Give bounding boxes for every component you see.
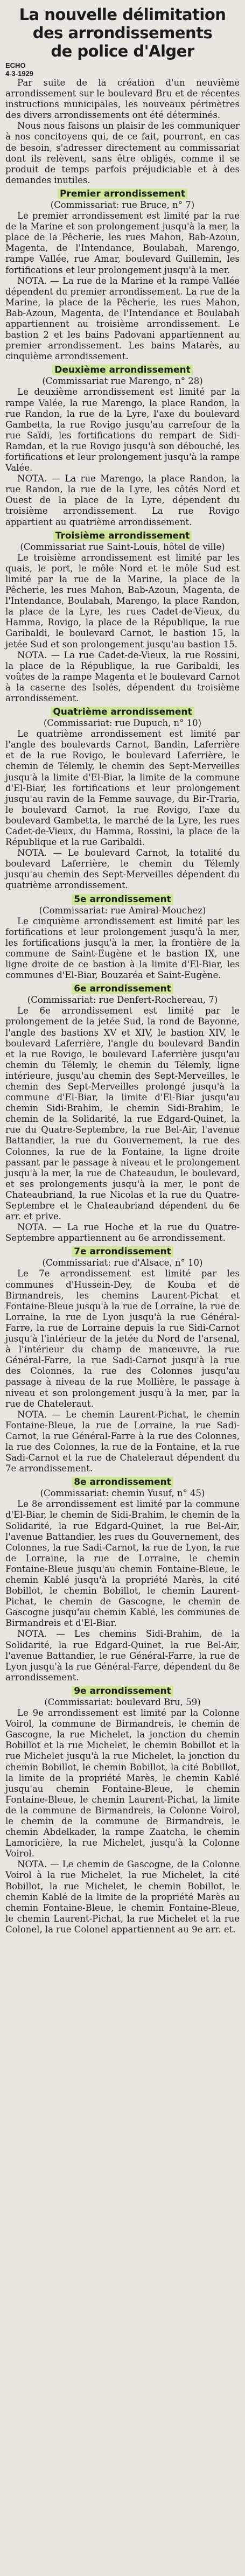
section-paragraph: NOTA. — Le boulevard Carnot, la totalité du boulevard Laferrière, le chemin du Télemly jusqu'au chemin des Sept-Merveilles dépendent du quatrième arrondissement. [5, 848, 240, 891]
source-name: ECHO [5, 61, 26, 69]
section-heading [5, 893, 240, 905]
arrondissement-section [5, 188, 240, 362]
section-heading-text: Troisième arrondissement [53, 530, 192, 541]
section-heading [5, 188, 240, 200]
arrondissement-section [5, 983, 240, 1244]
arrondissement-section [5, 893, 240, 981]
article-title [5, 5, 240, 60]
section-heading [5, 983, 240, 995]
section-heading [5, 364, 240, 376]
commissariat-address: (Commissariat: rue d'Alsace, n° 10) [42, 1258, 203, 1268]
source-date: 4-3-1929 [5, 69, 34, 78]
section-paragraph: NOTA. — Les chemins Sidi-Brahim, de la Solidarité, la rue Edgard-Quinet, la rue Bel-Air, l'avenue Battandier, le rue Général-Farre, la rue de Lyon jusqu'à la rue Général-Farre, dépendent du 8e arrondissement. [5, 1629, 240, 1683]
section-paragraph: NOTA. — La rue Marengo, la place Randon, la rue Randon, la rue de la Lyre, les côtés Nord et Ouest de la place de la Lyre, dépendent du troisième arrondissement. La rue Rovigo appartient au quatrième arrondissement. [5, 473, 240, 527]
section-paragraph: Le cinquième arrondissement est limité par les fortifications et leur prolongement jusqu'à la mer, les fortifications jusqu'à la mer, la frontière de la commune de Saint-Eugène et le bastion IX, une ligne droite de ce bastion à la limite d'El-Biar, les communes d'El-Biar, Bouzaréa et Saint-Eugène. [5, 916, 240, 981]
intro [5, 78, 240, 186]
arrondissement-section [5, 364, 240, 527]
arrondissement-section [5, 1246, 240, 1474]
title-line-1: La nouvelle délimitation [19, 5, 226, 24]
title-line-2: des arrondissements [32, 24, 213, 42]
section-paragraph: NOTA. — Le chemin de Gascogne, de la Colonne Voirol à la rue Michelet, la rue Michelet, la cité Bobillot, la rue Michelet, le chemin Bobillot, le chemin Kablé de la limite de la propriété Marès au chemin Fontaine-Bleue, le chemin Fontaine-Bleue, le chemin Laurent-Pichat, la rue Michelet et la rue Colonel, la rue Colonel appartiennent au 9e arr. et. [5, 1859, 240, 1935]
section-heading-text: 8e arrondissement [72, 1477, 173, 1488]
section-paragraph: Le premier arrondissement est limité par la rue de la Marine et son prolongement jusqu'à la mer, la place de la Pêcherie, les rues Mahon, Bab-Azoun, Magenta, de l'Intendance, Boulabah, Marengo, rampe Vallée, rue Amar, boulevard Guillemin, les fortifications et leur prolongement jusqu'à la mer. [5, 211, 240, 275]
commissariat-address: (Commissariat: rue Bruce, n° 7) [50, 199, 195, 210]
commissariat-address: (Commissariat rue Marengo, n° 28) [42, 376, 203, 387]
section-heading-text: 5e arrondissement [72, 894, 173, 905]
arrondissement-section [5, 1685, 240, 1935]
source-stamp [5, 61, 240, 78]
commissariat-address: (Commissariat: chemin Yusuf, n° 45) [40, 1488, 205, 1499]
section-heading-text: Deuxième arrondissement [52, 365, 193, 375]
arrondissement-sections [5, 188, 240, 1935]
section-heading [5, 1685, 240, 1697]
section-paragraph: Le deuxième arrondissement est limité par la rampe Valée, la rue Marengo, la place Randon, la rue Randon, la rue de la Lyre, l'axe du boulevard Gambetta, la rue Rovigo jusqu'au carrefour de la rue Saïdi, les fortifications du rempart de Sidi-Ramdan, et la rue Rovigo jusqu'à son débouché, les fortifications et leur prolongement jusqu'à la rampe Valée. [5, 387, 240, 473]
commissariat-address: (Commissariat: rue Denfert-Rochereau, 7) [27, 995, 218, 1006]
section-paragraph: NOTA. — Le chemin Laurent-Pichat, le chemin Fontaine-Bleue, la rue de Lorraine, la rue Sadi-Carnot, la rue Général-Farre à la rue des Colonnes, la rue des Colonnes, la rue de la Fontaine, et la rue Sadi-Carnot et la rue de Chateleraut dépendent du 7e arrondissement. [5, 1409, 240, 1474]
commissariat-address: (Commissariat rue Saint-Louis, hôtel de ville) [20, 541, 225, 552]
commissariat-address: (Commissariat: boulevard Bru, 59) [44, 1697, 201, 1707]
section-paragraph: Le 9e arrondissement est limité par la Colonne Voirol, la commune de Birmandreis, le chemin de Gascogne, la rue Michelet, la jonction du chemin Bobillot et la rue Michelet, le chemin Bobillot et la rue Michelet jusqu'à la rue Michelet, la jonction du chemin Bobillot, le chemin Bobillot, la cité Bobillot, la limite de la propriété Marès, le chemin Kablé jusqu'au chemin Fontaine-Bleue, le chemin Fontaine-Bleue, le chemin Laurent-Pichat, la limite de la commune de Birmandreis, la Colonne Voirol, le chemin de la commune de Birmandreis, le chemin Abdelkader, la rampe Zaatcha, le chemin Lamoricière, la rue Michelet, jusqu'à la Colonne Voirol. [5, 1708, 240, 1859]
section-heading-text: 9e arrondissement [72, 1686, 173, 1697]
intro-paragraph: Par suite de la création d'un neuvième arrondissement sur le boulevard Bru et de récentes instructions municipales, les nouveaux périmètres des divers arrondissements ont été déterminés. [5, 78, 240, 121]
section-paragraph: NOTA. — La rue Hoche et la rue du Quatre-Septembre appartiennent au 6e arrondissement. [5, 1222, 240, 1244]
section-paragraph: NOTA. — La rue de la Marine et la rampe Vallée dépendent du premier arrondissement. La rue de la Marine, la place de la Pêcherie, les rues Mahon, Bab-Azoun, Magenta, de l'Intendance et Boulabah appartiennent au troisième arrondissement. Le bastion 2 et les bains Padovani appartiennent au premier arrondissement. Les bains Matarès, au cinquième arrondissement. [5, 275, 240, 362]
section-heading [5, 1476, 240, 1488]
section-heading [5, 1246, 240, 1258]
commissariat-address: (Commissariat: rue Dupuch, n° 10) [43, 718, 202, 729]
section-paragraph: NOTA. — La rue Cadet-de-Vieux, la rue Rossini, la place de la République, la rue Garibaldi, les voûtes de la rampe Magenta et le boulevard Carnot à la caserne des Isolés, dépendent du troisième arrondissement. [5, 650, 240, 703]
section-paragraph: Le troisième arrondissement est limité par les quais, le port, le môle Nord et le môle Sud est limité par la rue de la Marine, la place de la Pêcherie, les rues Mahon, Bab-Azoun, Magenta, de l'Intendance, Boulabah, Marengo, la place Randon, la place de la Lyre, les rues Cadet-de-Vieux, du Hamma, Rovigo, la place de la République, la rue Garibaldi, le boulevard Carnot, le bastion 15, la jetée Sud et son prolongement jusqu'au bastion 15. [5, 552, 240, 650]
section-paragraph: Le 7e arrondissement est limité par les communes d'Hussein-Dey, de Kouba et de Birmandreis, les chemins Laurent-Pichat et Fontaine-Bleue jusqu'à la rue de Lorraine, la rue de Lorraine, la rue de Lyon jusqu'à la rue Général-Farre, la rue de Lorraine depuis la rue Sidi-Carnot jusqu'à l'intérieur de la jetée du Nord de l'arsenal, à l'intérieur du champ de manœuvre, la rue Général-Farre, la rue Sadi-Carnot jusqu'à la rue des Colonnes, la rue des Colonnes jusqu'au passage à niveau de la rue Mollière, le passage à niveau et son prolongement jusqu'à la mer, par la rue de Chateleraut. [5, 1268, 240, 1409]
arrondissement-section [5, 706, 240, 891]
section-heading-text: Quatrième arrondissement [51, 707, 194, 717]
section-heading [5, 706, 240, 718]
arrondissement-section [5, 1476, 240, 1683]
section-heading-text: 6e arrondissement [72, 983, 173, 994]
title-line-3: de police d'Alger [51, 42, 194, 60]
commissariat-address: (Commissariat: rue Amiral-Mouchez) [39, 905, 206, 916]
section-paragraph: Le 8e arrondissement est limité par la commune d'El-Biar, le chemin de Sidi-Brahim, le chemin de la Solidarité, la rue Edgard-Quinet, la rue Bel-Air, l'avenue Battandier, les rues du Gouvernement, des Colonnes, la rue Sadi-Carnot, la rue de Lyon, la rue de Lorraine, la rue de Lorraine, le chemin Fontaine-Bleue jusqu'au chemin Fontaine-Bleue, le chemin Kablé jusqu'à la propriété Marès, la cité Bobillot, le chemin Bobillot, le chemin Laurent-Pichat, le chemin de Gascogne, le chemin de Gascogne jusqu'au chemin Kablé, les communes de Birmandreis et d'El-Biar. [5, 1499, 240, 1629]
section-paragraph: Le 6e arrondissement est limité par le prolongement de la jetée Sud, la rond de Bayonne, l'angle des bastions XV et XIV, le bastion XIV, le boulevard Laferrière, l'angle du boulevard Bandin et la rue Rovigo, le boulevard Laferrière jusqu'au chemin du Télemly, le chemin du Télemly, ligne intérieure, jusqu'au chemin des Sept-Merveilles, le chemin des Sept-Merveilles prolongé jusqu'à la commune d'El-Biar, la limite d'El-Biar jusqu'au chemin Sidi-Brahim, le chemin Sidi-Brahim, le chemin de la Solidarité, la rue Edgard-Quinet, la rue du Quatre-Septembre, la rue Bel-Air, l'avenue Battandier, la rue du Gouvernement, la rue des Colonnes, la rue de la Fontaine, la ligne droite passant par le passage à niveau et le prolongement jusqu'à la mer, la rue de Chateaudun, le boulevard, et ses prolongements jusqu'à la mer, le pont de Chateaubriand, la rue Nicolas et la rue du Quatre-Septembre et le Chateaubriand dépendent du 6e arr. et prive. [5, 1006, 240, 1222]
section-paragraph: Le quatrième arrondissement est limité par l'angle des boulevards Carnot, Bandin, Laferrière et de la rue Rovigo, le boulevard Laferrière, le chemin de Télemly, le chemin des Sept-Merveilles jusqu'à la limite d'El-Biar, la limite de la commune d'El-Biar, les fortifications et leur prolongement jusqu'au ravin de la Femme sauvage, du Bir-Traria, le boulevard Carnot, la rue Rovigo, l'axe du boulevard Gambetta, le marché de la Lyre, les rues Cadet-de-Vieux, du Hamma, Rossini, la place de la République et la rue Garibaldi. [5, 729, 240, 848]
intro-paragraph: Nous nous faisons un plaisir de les communiquer à nos concitoyens qui, de ce fait, pourront, en cas de besoin, s'adresser directement au commissariat dont ils relèvent, sans être obligés, comme il se produit de temps parfois préjudiciable et à des demandes inutiles. [5, 121, 240, 185]
section-heading [5, 530, 240, 542]
section-heading-text: 7e arrondissement [72, 1246, 173, 1257]
section-heading-text: Premier arrondissement [58, 189, 187, 199]
arrondissement-section [5, 530, 240, 704]
